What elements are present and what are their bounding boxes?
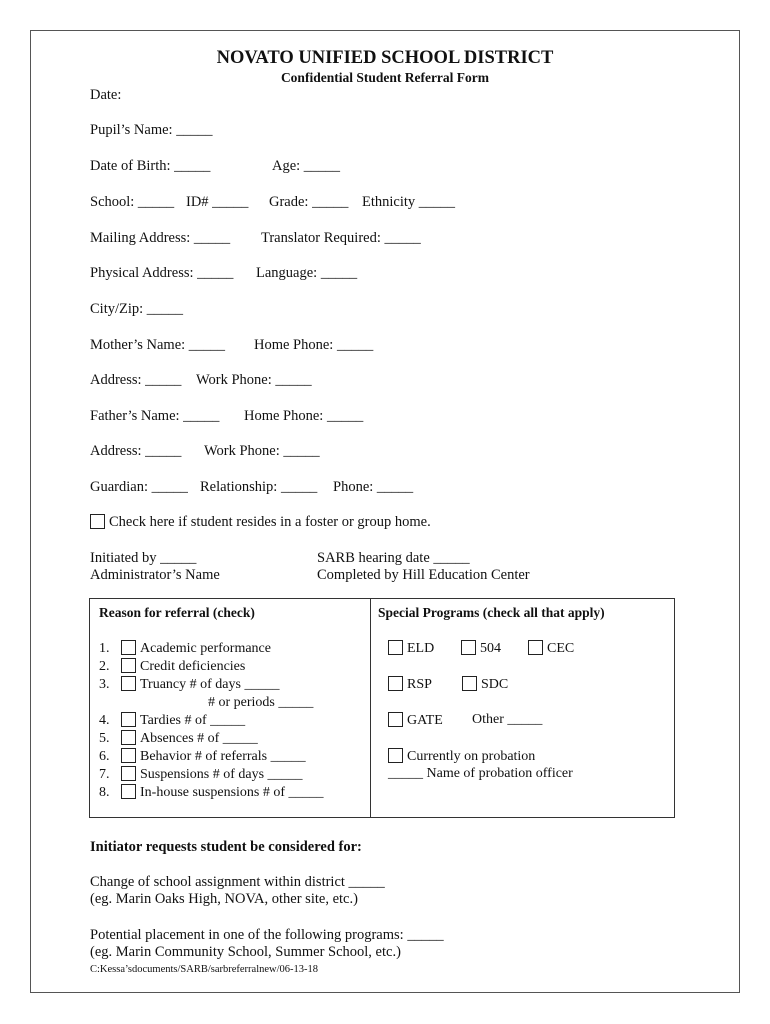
translator-field[interactable]: Translator Required: _____	[261, 230, 421, 246]
mother-name-field[interactable]: Mother’s Name: _____	[90, 337, 226, 353]
language-field[interactable]: Language: _____	[256, 265, 358, 281]
cec-checkbox[interactable]	[528, 640, 543, 655]
age-field[interactable]: Age: _____	[272, 158, 341, 174]
reason-item: 6. Behavior # of referrals _____	[99, 749, 306, 764]
ethnicity-field[interactable]: Ethnicity _____	[362, 194, 456, 210]
grade-field[interactable]: Grade: _____	[269, 194, 349, 210]
mother-home-phone-field[interactable]: Home Phone: _____	[254, 337, 374, 353]
program-gate: GATE	[388, 712, 443, 730]
district-title: NOVATO UNIFIED SCHOOL DISTRICT	[216, 48, 554, 68]
reason-item: 2. Credit deficiencies	[99, 659, 246, 674]
city-zip-field[interactable]: City/Zip: _____	[90, 301, 184, 317]
reason-checkbox[interactable]	[121, 640, 136, 655]
reason-checkbox[interactable]	[121, 658, 136, 673]
eld-checkbox[interactable]	[388, 640, 403, 655]
date-field[interactable]: Date:	[90, 87, 122, 103]
programs-heading: Special Programs (check all that apply)	[378, 605, 605, 620]
physical-address-field[interactable]: Physical Address: _____	[90, 265, 234, 281]
reason-item: 1. Academic performance	[99, 641, 271, 656]
father-name-field[interactable]: Father’s Name: _____	[90, 408, 220, 424]
reason-item: 8. In-house suspensions # of _____	[99, 785, 324, 800]
change-school-example: (eg. Marin Oaks High, NOVA, other site, etc.)	[90, 891, 358, 907]
program-other-field[interactable]: Other _____	[472, 712, 543, 727]
sarb-hearing-date-field[interactable]: SARB hearing date _____	[317, 550, 470, 566]
foster-home-checkbox[interactable]	[90, 514, 105, 529]
relationship-field[interactable]: Relationship: _____	[200, 479, 318, 495]
dob-field[interactable]: Date of Birth: _____	[90, 158, 211, 174]
reason-heading: Reason for referral (check)	[99, 605, 255, 620]
program-rsp: RSP	[388, 676, 432, 694]
rsp-checkbox[interactable]	[388, 676, 403, 691]
reason-checkbox[interactable]	[121, 730, 136, 745]
placement-example: (eg. Marin Community School, Summer School, etc.)	[90, 944, 401, 960]
reason-checkbox[interactable]	[121, 784, 136, 799]
guardian-field[interactable]: Guardian: _____	[90, 479, 188, 495]
reason-item: 7. Suspensions # of days _____	[99, 767, 303, 782]
school-field[interactable]: School: _____	[90, 194, 175, 210]
reason-checkbox[interactable]	[121, 676, 136, 691]
probation-officer-field[interactable]: _____ Name of probation officer	[388, 766, 573, 781]
reason-item: 5. Absences # of _____	[99, 731, 258, 746]
reason-checkbox[interactable]	[121, 748, 136, 763]
reason-checkbox[interactable]	[121, 712, 136, 727]
probation-checkbox[interactable]	[388, 748, 403, 763]
program-eld: ELD	[388, 640, 434, 658]
table-divider	[370, 599, 371, 817]
sdc-checkbox[interactable]	[462, 676, 477, 691]
id-field[interactable]: ID# _____	[186, 194, 249, 210]
mother-address-field[interactable]: Address: _____	[90, 372, 182, 388]
pupil-name-field[interactable]: Pupil’s Name: _____	[90, 122, 213, 138]
requests-heading: Initiator requests student be considered for:	[90, 839, 362, 855]
mother-work-phone-field[interactable]: Work Phone: _____	[196, 372, 312, 388]
reason-item: 4. Tardies # of _____	[99, 713, 246, 728]
initiated-by-field[interactable]: Initiated by _____	[90, 550, 197, 566]
program-504: 504	[461, 640, 501, 658]
reason-list	[99, 640, 324, 802]
reason-item: 3. Truancy # of days _____	[99, 677, 280, 692]
gate-checkbox[interactable]	[388, 712, 403, 727]
mailing-address-field[interactable]: Mailing Address: _____	[90, 230, 231, 246]
referral-table	[89, 598, 675, 818]
placement-field[interactable]: Potential placement in one of the following programs: _____	[90, 927, 444, 943]
father-address-field[interactable]: Address: _____	[90, 443, 182, 459]
father-work-phone-field[interactable]: Work Phone: _____	[204, 443, 320, 459]
father-home-phone-field[interactable]: Home Phone: _____	[244, 408, 364, 424]
probation-row: Currently on probation	[388, 748, 535, 766]
change-school-field[interactable]: Change of school assignment within district _____	[90, 874, 385, 890]
504-checkbox[interactable]	[461, 640, 476, 655]
form-subtitle: Confidential Student Referral Form	[280, 70, 490, 85]
foster-home-label: Check here if student resides in a foster or group home.	[109, 514, 431, 530]
foster-home-row	[90, 514, 431, 531]
reason-item: # or periods _____	[208, 695, 314, 710]
reason-checkbox[interactable]	[121, 766, 136, 781]
program-sdc: SDC	[462, 676, 508, 694]
guardian-phone-field[interactable]: Phone: _____	[333, 479, 414, 495]
completed-by-label: Completed by Hill Education Center	[317, 567, 530, 583]
program-cec: CEC	[528, 640, 574, 658]
document-path: C:Kessa’sdocuments/SARB/sarbreferralnew/06-13-18	[90, 964, 319, 975]
administrator-name-label: Administrator’s Name	[90, 567, 220, 583]
